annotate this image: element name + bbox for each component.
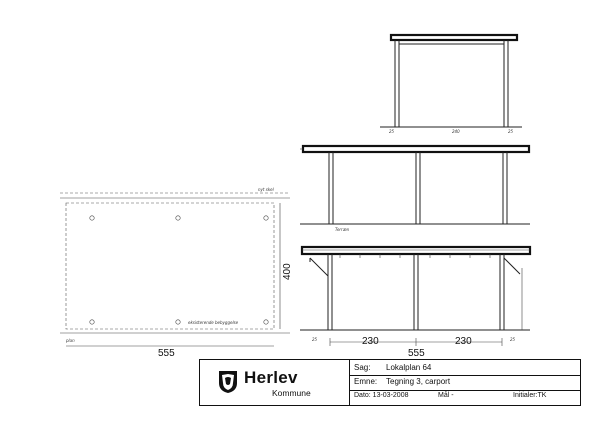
dim-bay-right: 230 <box>455 336 472 347</box>
info-divider <box>350 375 580 376</box>
info-cell <box>350 360 580 405</box>
plan-note-top: nyt skel <box>258 187 274 192</box>
plan-note-bottom: eksisterende bebyggelse <box>188 320 239 325</box>
initials-text: Initialer:TK <box>513 392 547 399</box>
sag-label: Sag: <box>354 363 371 372</box>
emne-value: Tegning 3, carport <box>386 377 451 386</box>
logo-cell <box>200 360 350 405</box>
small-dim-left: 25 <box>312 337 318 342</box>
terrain-note: Terræn <box>335 227 350 232</box>
maal-text: Mål - <box>438 392 454 399</box>
dim-bay-left: 230 <box>362 336 379 347</box>
title-block <box>199 359 581 406</box>
end-elevation <box>380 35 522 134</box>
sag-value: Lokalplan 64 <box>386 363 432 372</box>
info-divider-2 <box>350 390 580 391</box>
herlev-crest-icon <box>218 370 238 394</box>
plan-note-left: plan <box>66 338 75 343</box>
brand-subtitle: Kommune <box>272 388 311 398</box>
plan-width-dim: 555 <box>158 348 175 359</box>
brand-name: Herlev <box>244 368 298 387</box>
side-elevation <box>300 146 530 232</box>
end-label-mid: 240 <box>452 129 460 134</box>
dim-total-elevation: 555 <box>408 348 425 359</box>
date-text: Dato: 13-03-2008 <box>354 392 409 399</box>
small-dim-right: 25 <box>510 337 516 342</box>
emne-label: Emne: <box>354 377 378 386</box>
plan-view <box>60 187 293 359</box>
plan-depth-dim: 400 <box>282 263 293 280</box>
long-elevation <box>300 247 530 359</box>
end-label-right: 25 <box>508 129 514 134</box>
end-label-left: 25 <box>389 129 395 134</box>
